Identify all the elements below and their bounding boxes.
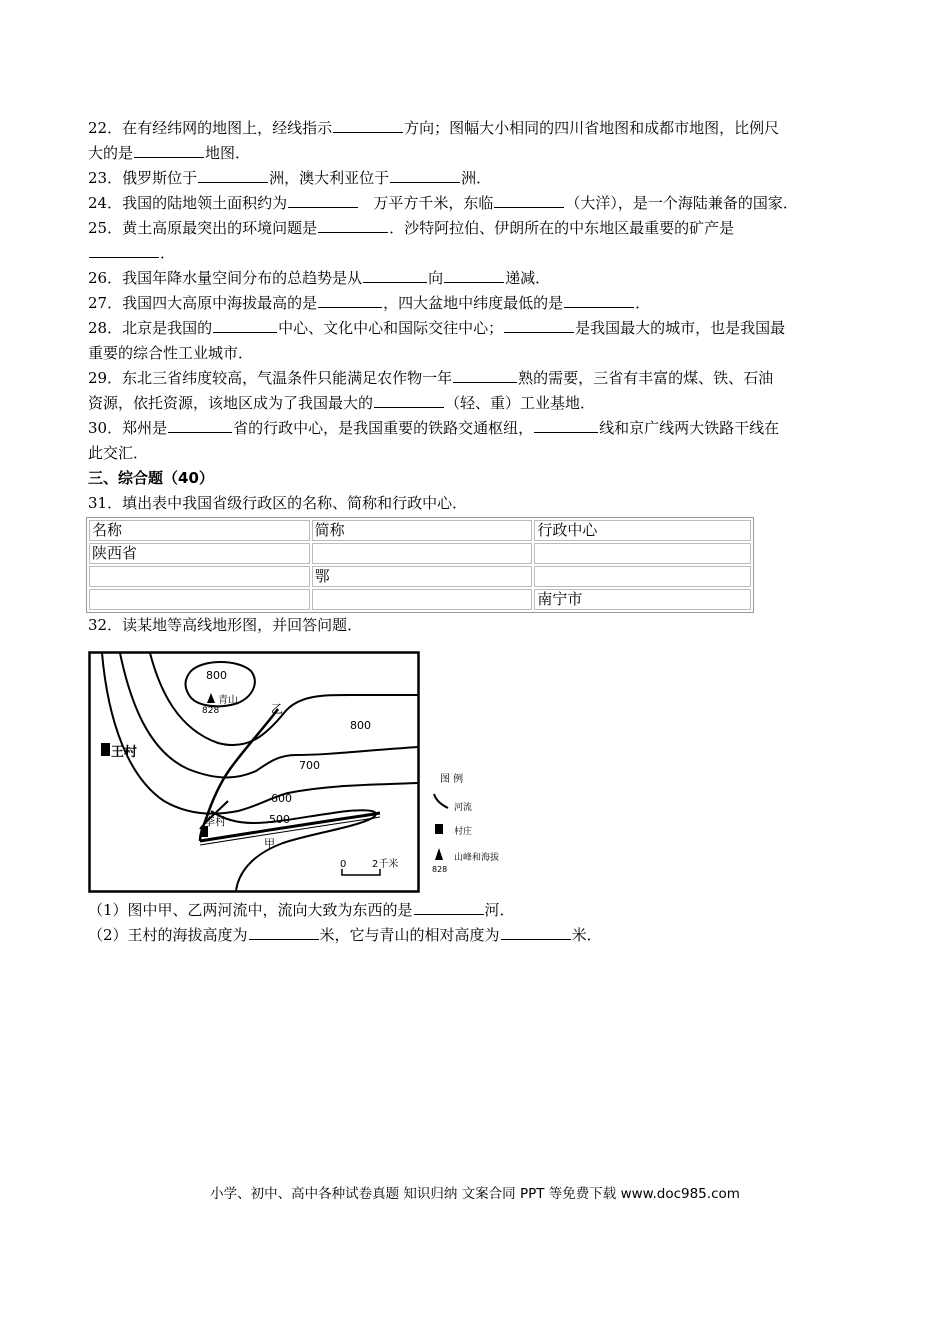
contour-label: 700 xyxy=(299,759,320,772)
answer-blank[interactable] xyxy=(444,266,504,283)
q28-cont: 重要的综合性工业城市． xyxy=(88,344,254,362)
legend-peak-height: 828 xyxy=(432,865,448,874)
table-cell: 陕西省 xyxy=(89,543,310,564)
river-jia-label: 甲 xyxy=(264,837,275,850)
answer-blank[interactable] xyxy=(363,266,427,283)
table-row xyxy=(89,566,751,587)
q25-cont: ． xyxy=(88,241,878,266)
answer-blank[interactable] xyxy=(414,898,484,915)
contour-label: 600 xyxy=(271,792,292,805)
scale-zero: 0 xyxy=(340,859,347,870)
question-list xyxy=(88,116,878,638)
table-cell[interactable] xyxy=(89,589,310,610)
table-cell[interactable] xyxy=(312,543,533,564)
legend-village: 村庄 xyxy=(454,827,473,837)
table-cell[interactable] xyxy=(534,543,751,564)
q29: 29．东北三省纬度较高，气温条件只能满足农作物一年 熟的需要，三省有丰富的煤、铁、石油 xyxy=(88,366,878,391)
table-header: 简称 xyxy=(312,520,533,541)
legend-title: 图 例 xyxy=(440,774,464,785)
q27: 27．我国四大高原中海拔最高的是 ，四大盆地中纬度最低的是 ． xyxy=(88,291,878,316)
q22: 22．在有经纬网的地图上，经线指示 方向；图幅大小相同的四川省地图和成都市地图，比例尺 xyxy=(88,116,878,141)
contour-label: 500 xyxy=(269,813,290,826)
q23: 23．俄罗斯位于 洲，澳大利亚位于 洲． xyxy=(88,166,878,191)
table-row xyxy=(89,543,751,564)
contour-map xyxy=(88,651,420,893)
table-cell[interactable] xyxy=(312,589,533,610)
answer-blank[interactable] xyxy=(494,191,564,208)
answer-blank[interactable] xyxy=(501,923,571,940)
village-icon xyxy=(101,743,110,756)
answer-blank[interactable] xyxy=(213,316,277,333)
q24: 24．我国的陆地领土面积约为 万平方千米，东临 （大洋），是一个海陆兼备的国家． xyxy=(88,191,878,216)
contour-label: 800 xyxy=(206,669,227,682)
answer-blank[interactable] xyxy=(318,291,382,308)
table-header: 名称 xyxy=(89,520,310,541)
section-heading: 三、综合题（40） xyxy=(88,469,214,487)
scale-unit: 2千米 xyxy=(372,859,399,870)
answer-blank[interactable] xyxy=(288,191,358,208)
q30: 30．郑州是 省的行政中心，是我国重要的铁路交通枢纽， 线和京广线两大铁路干线在 xyxy=(88,416,878,441)
q22-cont: 大的是 地图． xyxy=(88,141,878,166)
answer-blank[interactable] xyxy=(134,141,204,158)
table-cell[interactable] xyxy=(89,566,310,587)
contour-label: 800 xyxy=(350,719,371,732)
answer-blank[interactable] xyxy=(374,391,444,408)
answer-blank[interactable] xyxy=(318,216,388,233)
map-legend xyxy=(428,768,538,880)
q29-cont: 资源，依托资源，该地区成为了我国最大的 （轻、重）工业基地． xyxy=(88,391,878,416)
answer-blank[interactable] xyxy=(333,116,403,133)
q31-text: 31．填出表中我国省级行政区的名称、简称和行政中心． xyxy=(88,494,468,512)
river-icon xyxy=(434,794,448,808)
village-icon xyxy=(435,824,443,834)
legend-peak: 山峰和海拔 xyxy=(454,853,500,863)
answer-blank[interactable] xyxy=(564,291,634,308)
answer-blank[interactable] xyxy=(249,923,319,940)
table-cell: 鄂 xyxy=(312,566,533,587)
q25: 25．黄土高原最突出的环境问题是 ．沙特阿拉伯、伊朗所在的中东地区最重要的矿产是 xyxy=(88,216,878,241)
q32-sub1: （1）图中甲、乙两河流中，流向大致为东西的是 河． xyxy=(88,898,878,923)
q30-cont: 此交汇． xyxy=(88,444,149,462)
peak-height: 828 xyxy=(202,706,220,716)
answer-blank[interactable] xyxy=(453,366,517,383)
q28: 28．北京是我国的 中心、文化中心和国际交往中心； 是我国最大的城市，也是我国最 xyxy=(88,316,878,341)
village-li-label: 李村 xyxy=(204,815,226,828)
answer-blank[interactable] xyxy=(534,416,598,433)
answer-blank[interactable] xyxy=(168,416,232,433)
peak-icon xyxy=(435,848,443,860)
answer-blank[interactable] xyxy=(504,316,574,333)
legend-river: 河流 xyxy=(454,803,473,813)
table-cell: 南宁市 xyxy=(534,589,751,610)
q32-text: 32．读某地等高线地形图，并回答问题． xyxy=(88,616,363,634)
answer-blank[interactable] xyxy=(390,166,460,183)
river-yi-label: 乙 xyxy=(271,702,284,716)
table-row xyxy=(89,589,751,610)
answer-blank[interactable] xyxy=(89,241,159,258)
q32-sub2: （2）王村的海拔高度为 米，它与青山的相对高度为 米． xyxy=(88,923,878,948)
table-header: 行政中心 xyxy=(534,520,751,541)
table-cell[interactable] xyxy=(534,566,751,587)
peak-name: 青山 xyxy=(218,695,238,706)
table-header-row xyxy=(89,520,751,541)
village-wang-label: 王村 xyxy=(111,745,138,760)
province-table xyxy=(86,517,754,613)
q26: 26．我国年降水量空间分布的总趋势是从 向 递减． xyxy=(88,266,878,291)
answer-blank[interactable] xyxy=(198,166,268,183)
page-footer: 小学、初中、高中各种试卷真题 知识归纳 文案合同 PPT 等免费下载 www.doc985.com xyxy=(210,1186,740,1202)
